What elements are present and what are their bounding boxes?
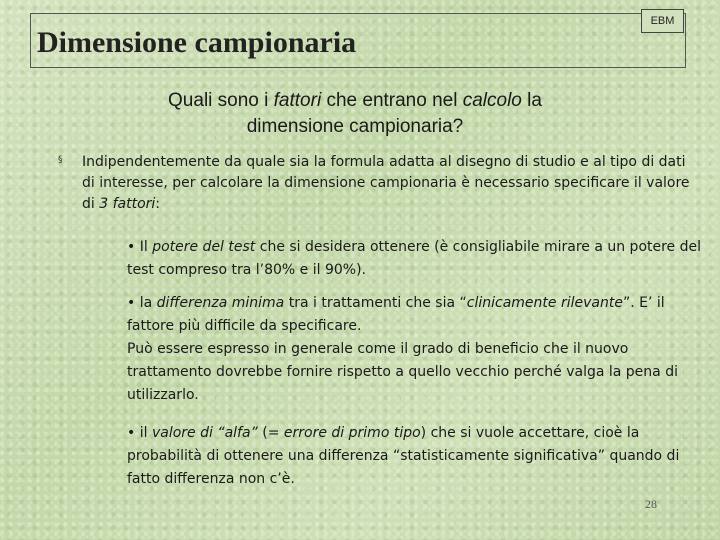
sub-point-emph: clinicamente rilevante: [466, 295, 623, 311]
question-emph-calcolo: calcolo: [462, 90, 522, 111]
sub-point-dot-icon: •: [127, 295, 136, 311]
sub-point-emph: valore di “alfa”: [151, 425, 258, 441]
sub-point-text: tra i trattamenti che sia “: [284, 295, 467, 311]
sub-point-text: Può essere espresso in generale come il grado di beneficio che il nuovo trattamento dovrebbe fornire rispetto a quello vecchio perché valga la pena di utilizzarlo.: [127, 341, 678, 403]
sub-point-emph: errore di primo tipo: [283, 425, 421, 441]
title-box: [30, 13, 686, 68]
question-text-3: la dimensione campionaria?: [246, 90, 542, 137]
sub-point-text: il: [135, 425, 152, 441]
sub-point-text: ”. E’ il fattore più difficile da specificare.: [127, 295, 665, 334]
sub-point-dot-icon: •: [127, 425, 136, 441]
sub-point-alfa: [127, 422, 702, 491]
slide-title: Dimensione campionaria: [37, 26, 357, 59]
sub-point-differenza: [127, 292, 702, 407]
sub-point-emph: differenza minima: [156, 295, 285, 311]
sub-point-text: ) che si vuole accettare, cioè la probabilità di ottenere una differenza “statisticamente significativa” quando di fatto differenza non c’è.: [127, 425, 680, 487]
question-text-1: Quali sono i: [168, 90, 274, 111]
question-heading: [140, 88, 570, 140]
sub-point-text: Il: [135, 239, 153, 255]
sub-point-dot-icon: •: [127, 239, 136, 255]
question-text-2: che entrano nel: [321, 90, 463, 111]
sub-point-potere: [127, 236, 702, 282]
main-point-emph: 3 fattori: [99, 196, 156, 212]
main-point-colon: :: [155, 196, 161, 212]
sub-point-text: (=: [257, 425, 284, 441]
ebm-badge: EBM: [641, 9, 684, 33]
section-bullet-icon: §: [58, 155, 63, 165]
main-point-text: Indipendentemente da quale sia la formula adatta al disegno di studio e al tipo di dati di interesse, per calcolare la dimensione campionaria è necessario specificare il valore di: [82, 154, 690, 212]
main-point: [82, 152, 697, 215]
sub-point-text: la: [135, 295, 157, 311]
sub-point-text: che si desidera ottenere (è consigliabile mirare a un potere del test compreso tra l’80% e il 90%).: [127, 239, 702, 278]
page-number: 28: [645, 497, 657, 511]
sub-point-emph: potere del test: [152, 239, 256, 255]
question-emph-fattori: fattori: [273, 90, 322, 111]
